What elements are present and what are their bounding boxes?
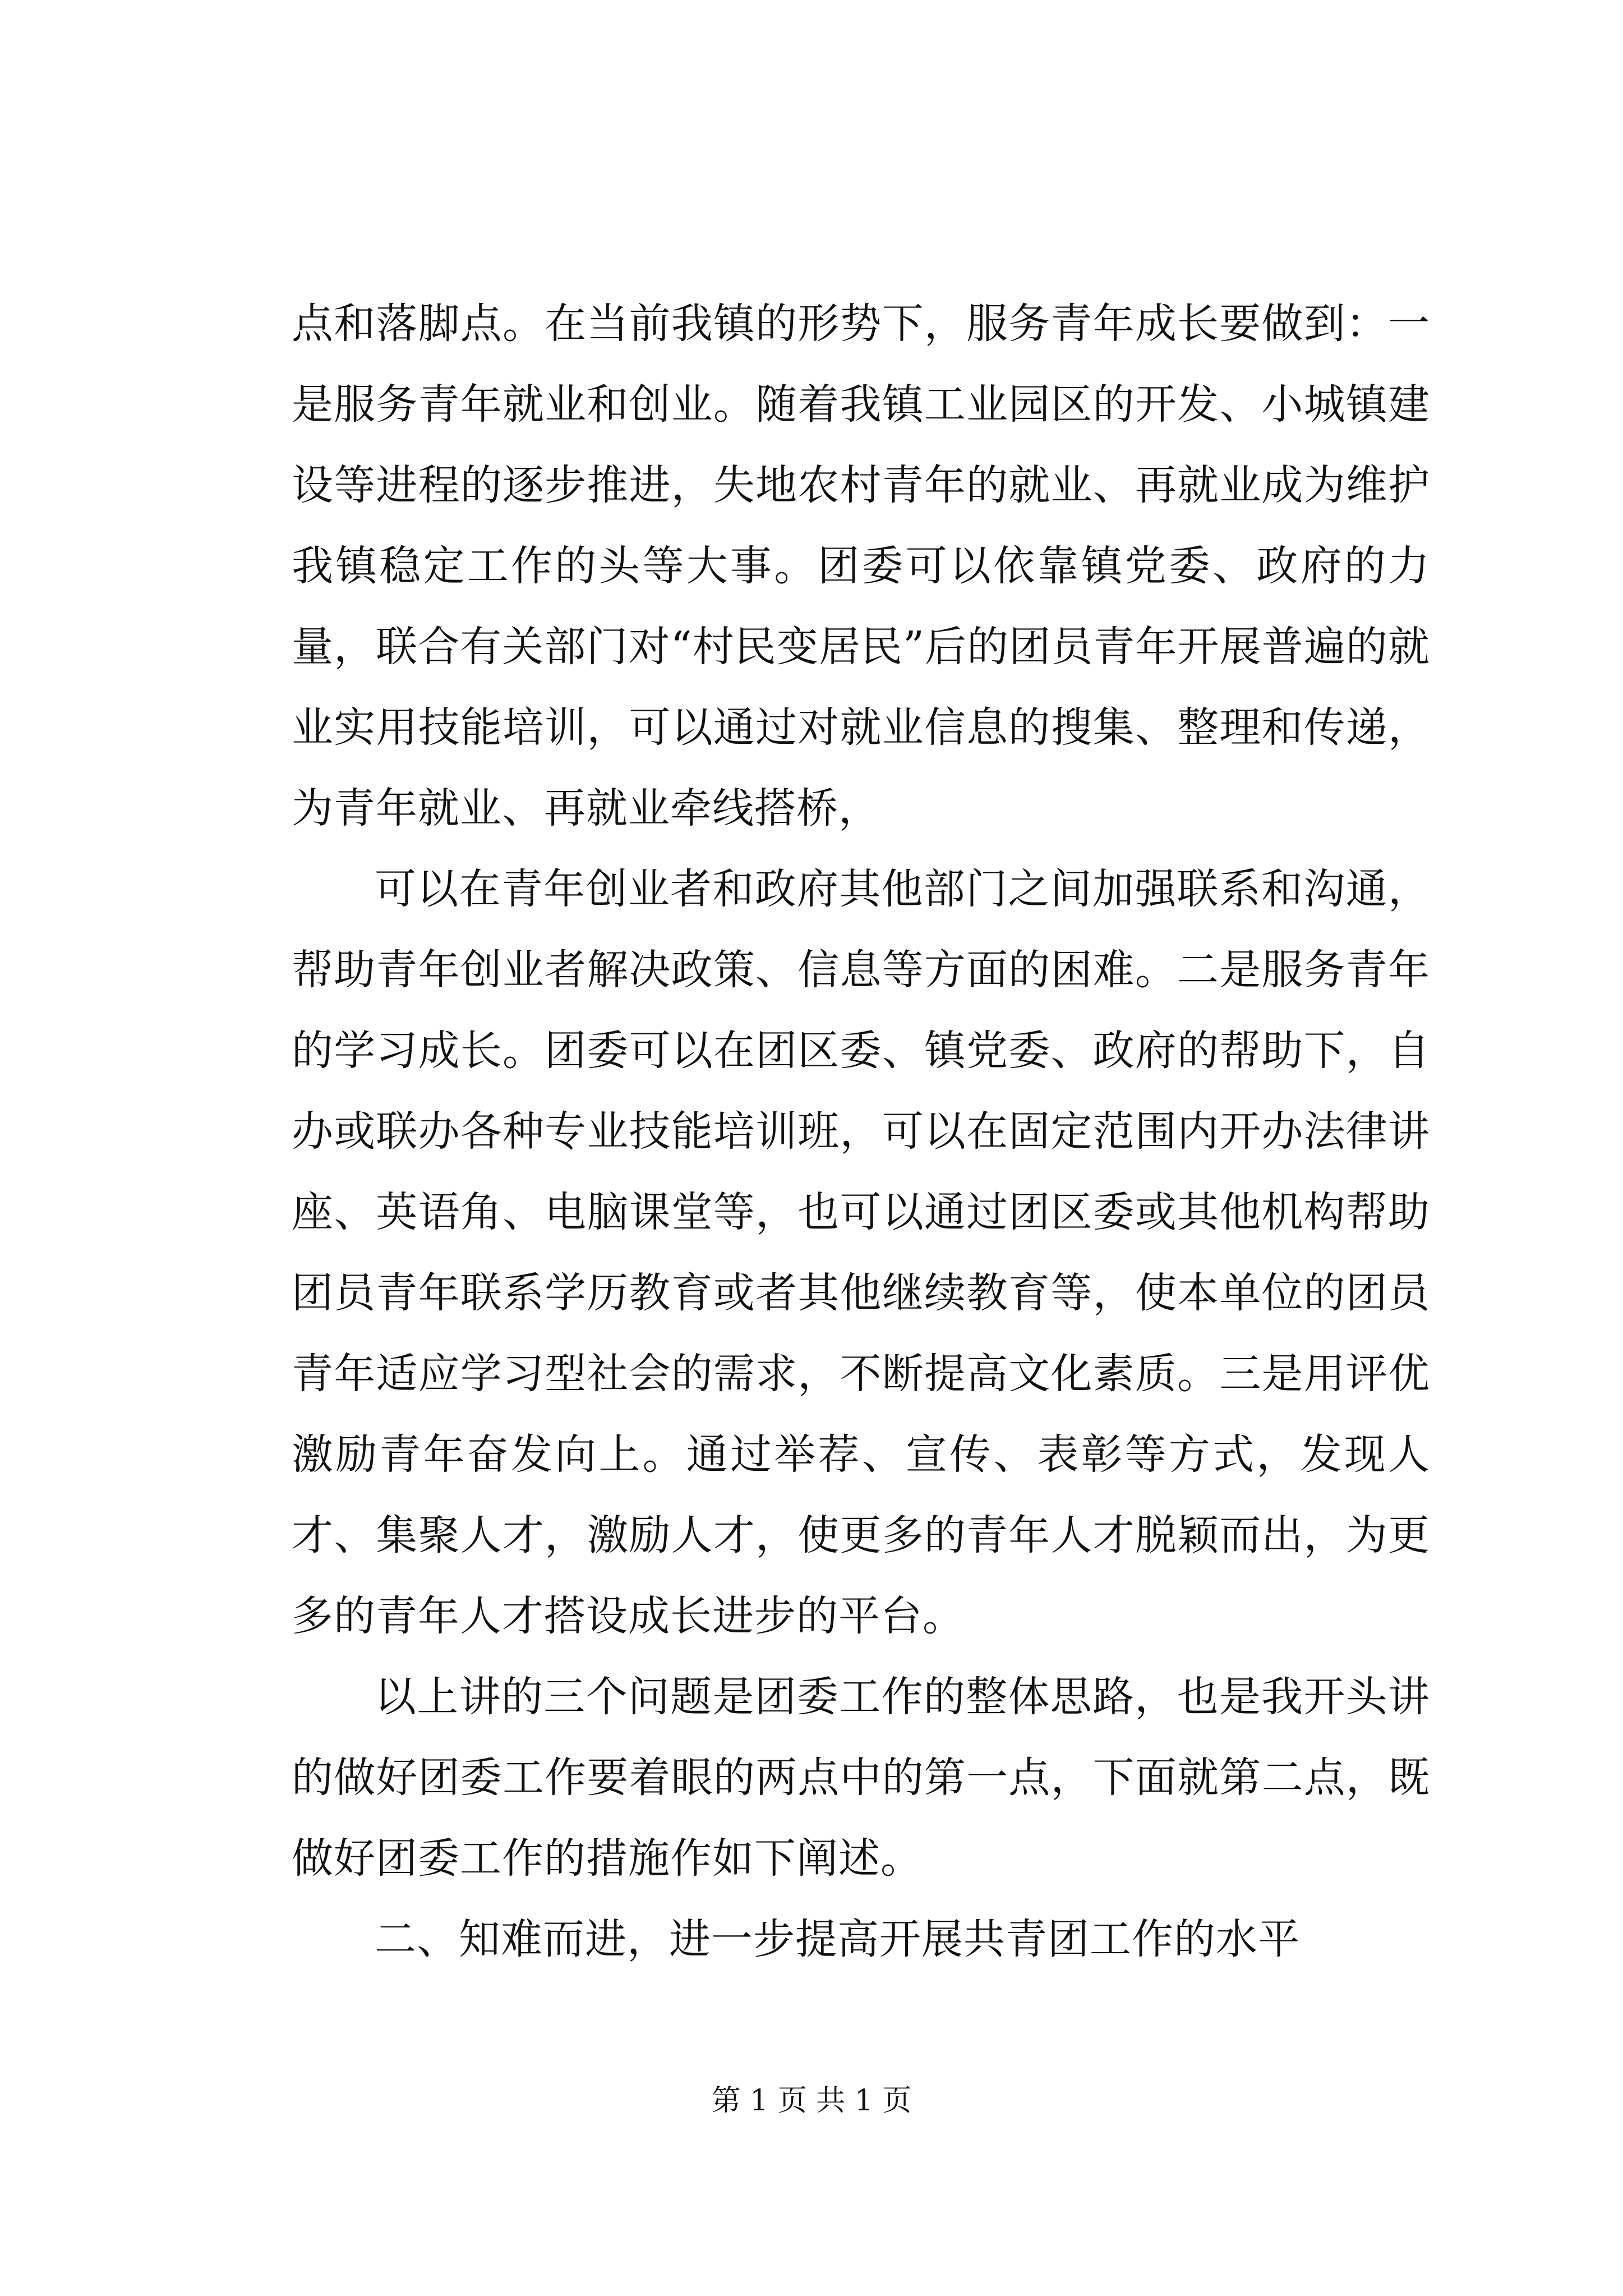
document-body <box>292 283 1430 1980</box>
page-footer: 第 1 页 共 1 页 <box>711 2084 912 2118</box>
paragraph-1: 点和落脚点。在当前我镇的形势下，服务青年成长要做到：一是服务青年就业和创业。随着我镇工业园区的开发、小城镇建设等进程的逐步推进，失地农村青年的就业、再就业成为维护我镇稳定工作的头等大事。团委可以依靠镇党委、政府的力量，联合有关部门对“村民变居民”后的团员青年开展普遍的就业实用技能培训，可以通过对就业信息的搜集、整理和传递，为青年就业、再就业牵线搭桥， <box>292 300 1430 832</box>
paragraph-2: 可以在青年创业者和政府其他部门之间加强联系和沟通，帮助青年创业者解决政策、信息等方面的困难。二是服务青年的学习成长。团委可以在团区委、镇党委、政府的帮助下，自办或联办各种专业技能培训班，可以在固定范围内开办法律讲座、英语角、电脑课堂等，也可以通过团区委或其他机构帮助团员青年联系学历教育或者其他继续教育等，使本单位的团员青年适应学习型社会的需求，不断提高文化素质。三是用评优激励青年奋发向上。通过举荐、宣传、表彰等方式，发现人才、集聚人才，激励人才，使更多的青年人才脱颖而出，为更多的青年人才搭设成长进步的平台。 <box>292 865 1430 1640</box>
section-heading: 二、知难而进，进一步提高开展共青团工作的水平 <box>375 1915 1300 1963</box>
paragraph-3: 以上讲的三个问题是团委工作的整体思路，也是我开头讲的做好团委工作要着眼的两点中的第一点，下面就第二点，既做好团委工作的措施作如下阐述。 <box>292 1673 1430 1883</box>
